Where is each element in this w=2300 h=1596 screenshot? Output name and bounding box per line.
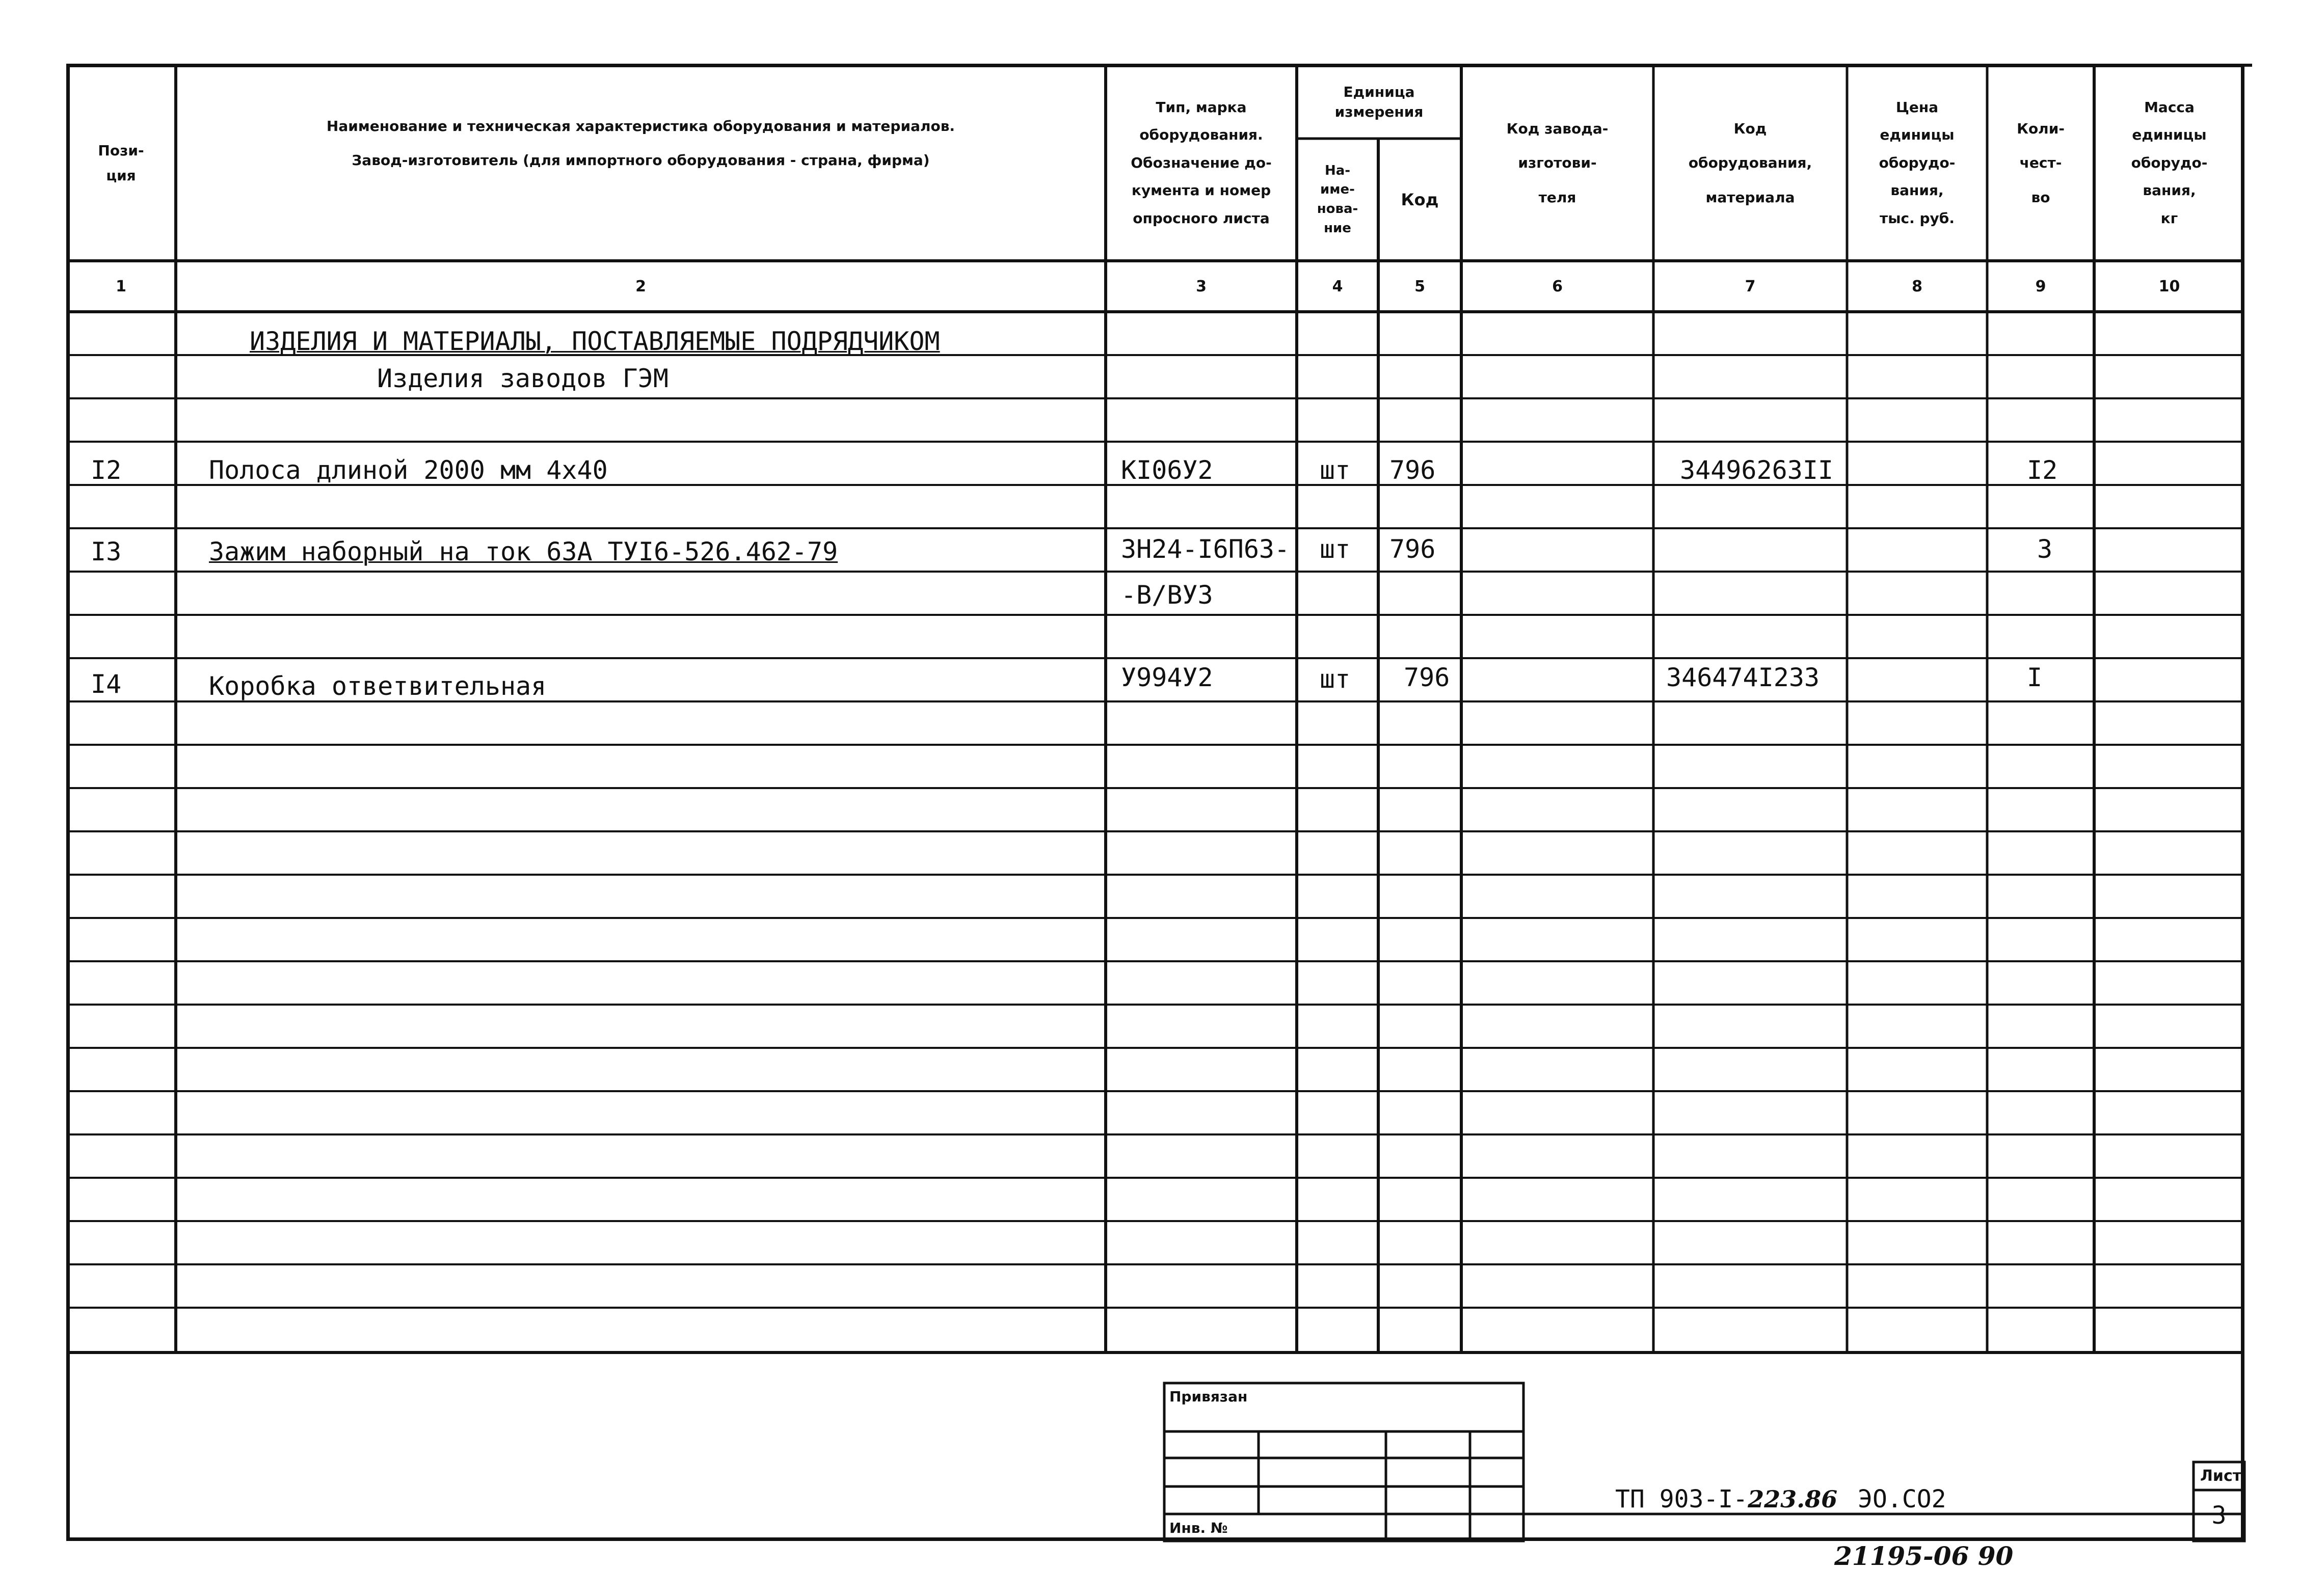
stamp-inventory-label: Инв. № bbox=[1169, 1520, 1228, 1536]
row-equipment-code: 346474I233 bbox=[1666, 663, 1820, 692]
header-equipment-code: Код оборудования, материала bbox=[1688, 120, 1812, 206]
sheet-label: Лист bbox=[2200, 1467, 2242, 1485]
header-name-line2: Завод-изготовитель (для импортного оборудования - страна, фирма) bbox=[352, 152, 930, 169]
sheet-number: 3 bbox=[2211, 1501, 2227, 1530]
column-number: 6 bbox=[1552, 278, 1563, 295]
row-quantity: I2 bbox=[2027, 455, 2058, 485]
column-number: 8 bbox=[1912, 278, 1922, 295]
row-position: I3 bbox=[91, 537, 122, 566]
row-name: Полоса длиной 2000 мм 4х40 bbox=[209, 455, 608, 485]
header-position: Пози- ция bbox=[98, 142, 144, 184]
row-type-continued: -В/ВУЗ bbox=[1121, 580, 1213, 610]
header-price: Цена единицы оборудо- вания, тыс. руб. bbox=[1879, 98, 1956, 227]
row-name: Зажим наборный на ток 63А ТУI6-526.462-79 bbox=[209, 537, 838, 566]
column-number: 9 bbox=[2035, 278, 2046, 295]
header-unit-name: На- име- нова- ние bbox=[1317, 163, 1358, 236]
header-mass: Масса единицы оборудо- вания, кг bbox=[2131, 98, 2208, 227]
column-number: 3 bbox=[1196, 278, 1207, 295]
column-number: 5 bbox=[1414, 278, 1425, 295]
column-number: 2 bbox=[635, 278, 646, 295]
section-title: ИЗДЕЛИЯ И МАТЕРИАЛЫ, ПОСТАВЛЯЕМЫЕ ПОДРЯДЧИКОМ bbox=[250, 327, 940, 356]
footer-handwritten-number: 21195-06 90 bbox=[1834, 1541, 2014, 1571]
row-position: I2 bbox=[91, 455, 122, 485]
document-code-prefix: ТП 903-I- bbox=[1615, 1485, 1748, 1513]
column-number: 10 bbox=[2158, 278, 2180, 295]
header-unit-code: Код bbox=[1401, 190, 1439, 209]
header-name-line1: Наименование и техническая характеристика оборудования и материалов. bbox=[326, 118, 955, 134]
row-name: Коробка ответвительная bbox=[209, 671, 547, 701]
row-position: I4 bbox=[91, 669, 122, 699]
row-quantity: I bbox=[2027, 663, 2043, 692]
header-name bbox=[176, 65, 1106, 261]
row-equipment-code: 34496263II bbox=[1680, 455, 1834, 485]
row-type: У994У2 bbox=[1121, 663, 1213, 692]
header-factory-code: Код завода- изготови- теля bbox=[1506, 120, 1609, 206]
row-unit-code: 796 bbox=[1404, 663, 1450, 692]
row-type: КI06У2 bbox=[1121, 455, 1213, 485]
column-number: 4 bbox=[1332, 278, 1343, 295]
document-code-suffix: ЭО.СО2 bbox=[1858, 1485, 1946, 1513]
header-type: Тип, марка оборудования. Обозначение до- кумента и номер опросного листа bbox=[1131, 98, 1272, 227]
section-subtitle: Изделия заводов ГЭМ bbox=[377, 364, 668, 393]
document-code-handwritten: 223.86 bbox=[1748, 1485, 1838, 1513]
header-unit: Единица измерения bbox=[1334, 83, 1424, 120]
stamp-tied-label: Привязан bbox=[1169, 1388, 1248, 1405]
row-quantity: 3 bbox=[2037, 534, 2053, 564]
column-number: 7 bbox=[1745, 278, 1756, 295]
row-unit: шт bbox=[1320, 455, 1351, 485]
header-quantity: Коли- чест- во bbox=[2017, 120, 2065, 206]
row-unit-code: 796 bbox=[1389, 534, 1436, 564]
document-code bbox=[1615, 1485, 1946, 1513]
row-unit: шт bbox=[1320, 534, 1351, 564]
row-unit-code: 796 bbox=[1389, 455, 1436, 485]
row-unit: шт bbox=[1320, 664, 1351, 694]
column-number: 1 bbox=[116, 278, 126, 295]
row-type: ЗН24-I6П63- bbox=[1121, 534, 1290, 564]
